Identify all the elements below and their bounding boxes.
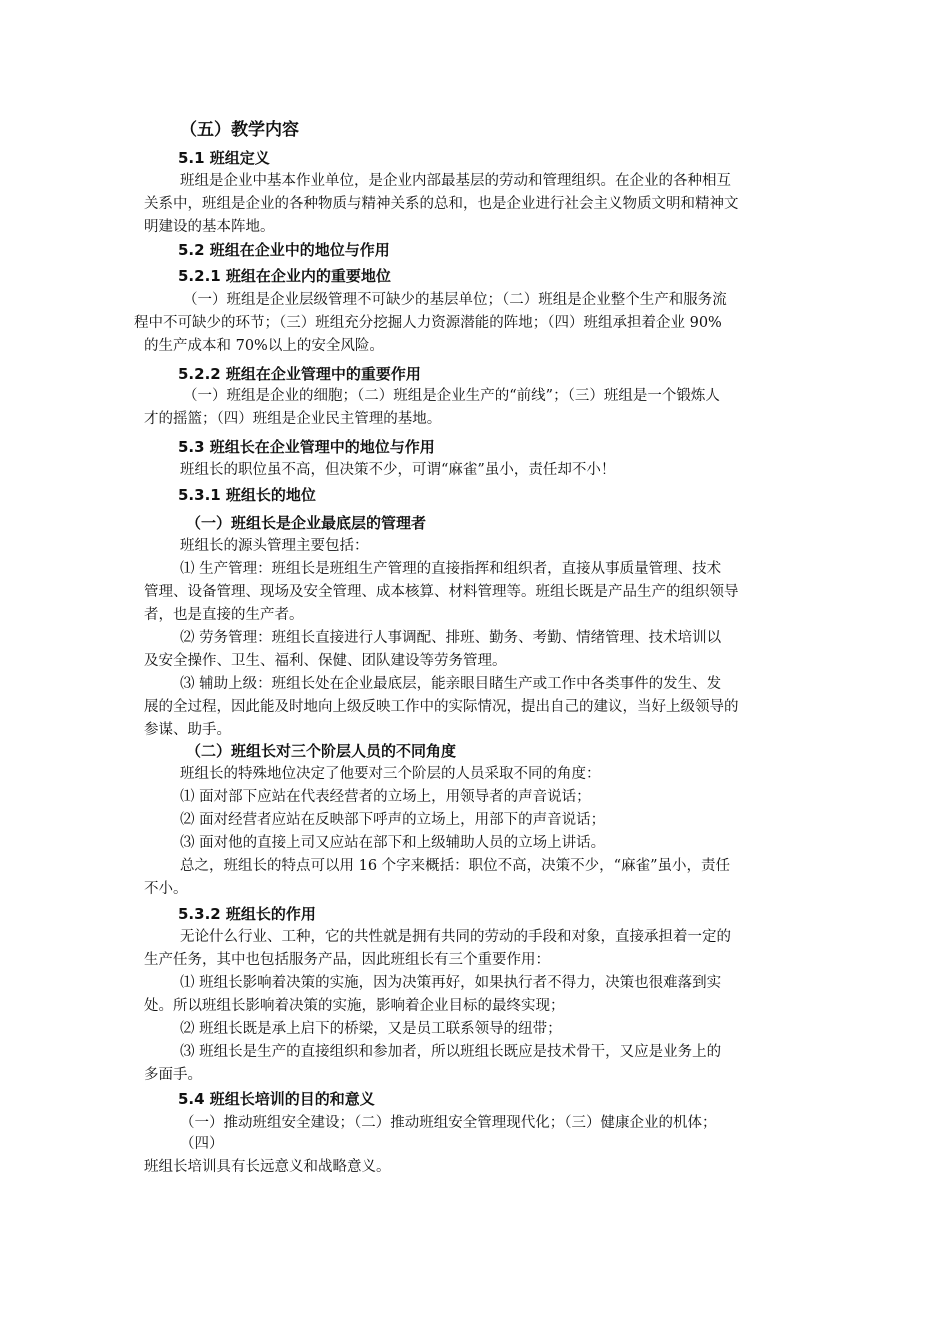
para-line: 展的全过程，因此能及时地向上级反映工作中的实际情况，提出自己的建议，当好上级领导的 <box>144 699 739 715</box>
para-line: 班组长的源头管理主要包括： <box>180 538 369 554</box>
para-line: （四） <box>180 1136 224 1152</box>
para-line: 的生产成本和 70%以上的安全风险。 <box>144 338 384 354</box>
para-line: 不小。 <box>144 881 188 897</box>
para-line: ⑶ 面对他的直接上司又应站在部下和上级辅助人员的立场上讲话。 <box>180 835 606 851</box>
heading-5-2-1: 5.2.1 班组在企业内的重要地位 <box>178 267 391 285</box>
subheading-1: （一）班组长是企业最底层的管理者 <box>186 514 427 532</box>
para-line: ⑵ 班组长既是承上启下的桥梁，又是员工联系领导的纽带； <box>180 1021 562 1037</box>
para-line: 及安全操作、卫生、福利、保健、团队建设等劳务管理。 <box>144 653 507 669</box>
para-line: ⑶ 班组长是生产的直接组织和参加者，所以班组长既应是技术骨干，又应是业务上的 <box>180 1044 722 1060</box>
para-line: ⑴ 班组长影响着决策的实施，因为决策再好，如果执行者不得力，决策也很难落到实 <box>180 975 722 991</box>
para-line: 管理、设备管理、现场及安全管理、成本核算、材料管理等。班组长既是产品生产的组织领导 <box>144 584 739 600</box>
para-line: 生产任务，其中也包括服务产品，因此班组长有三个重要作用： <box>144 952 550 968</box>
para-line: 多面手。 <box>144 1067 202 1083</box>
para-line: 班组长培训具有长远意义和战略意义。 <box>144 1159 391 1175</box>
para-line: ⑵ 面对经营者应站在反映部下呼声的立场上，用部下的声音说话； <box>180 812 606 828</box>
para-line: （一）推动班组安全建设；（二）推动班组安全管理现代化；（三）健康企业的机体； <box>180 1115 717 1131</box>
heading-5-2: 5.2 班组在企业中的地位与作用 <box>178 241 390 259</box>
subheading-2: （二）班组长对三个阶层人员的不同角度 <box>186 742 457 760</box>
heading-5-1: 5.1 班组定义 <box>178 149 270 167</box>
heading-5-3: 5.3 班组长在企业管理中的地位与作用 <box>178 438 435 456</box>
para-line: 班组长的职位虽不高，但决策不少，可谓“麻雀”虽小，责任却不小！ <box>180 462 616 478</box>
para-line: （一）班组是企业层级管理不可缺少的基层单位；（二）班组是企业整个生产和服务流 <box>183 292 727 308</box>
para-line: 者，也是直接的生产者。 <box>144 607 304 623</box>
heading-5-3-2: 5.3.2 班组长的作用 <box>178 905 316 923</box>
para-line: ⑶ 辅助上级：班组长处在企业最底层，能亲眼目睹生产或工作中各类事件的发生、发 <box>180 676 722 692</box>
para-line: 无论什么行业、工种，它的共性就是拥有共同的劳动的手段和对象，直接承担着一定的 <box>180 929 731 945</box>
heading-5-3-1: 5.3.1 班组长的地位 <box>178 486 316 504</box>
para-line: 才的摇篮；（四）班组是企业民主管理的基地。 <box>144 411 442 427</box>
heading-5-2-2: 5.2.2 班组在企业管理中的重要作用 <box>178 365 421 383</box>
doc-title: （五）教学内容 <box>180 120 299 140</box>
para-line: （一）班组是企业的细胞；（二）班组是企业生产的“前线”；（三）班组是一个锻炼人 <box>183 388 720 404</box>
para-line: 班组长的特殊地位决定了他要对三个阶层的人员采取不同的角度： <box>180 766 601 782</box>
para-line: 参谋、助手。 <box>144 722 231 738</box>
para-line: ⑴ 生产管理：班组长是班组生产管理的直接指挥和组织者，直接从事质量管理、技术 <box>180 561 722 577</box>
para-line: 总之，班组长的特点可以用 16 个字来概括：职位不高，决策不少，“麻雀”虽小，责任 <box>180 858 730 874</box>
para-line: 关系中，班组是企业的各种物质与精神关系的总和，也是企业进行社会主义物质文明和精神文 <box>144 196 739 212</box>
para-line: 处。所以班组长影响着决策的实施，影响着企业目标的最终实现； <box>144 998 565 1014</box>
para-line: 班组是企业中基本作业单位，是企业内部最基层的劳动和管理组织。在企业的各种相互 <box>180 173 731 189</box>
heading-5-4: 5.4 班组长培训的目的和意义 <box>178 1090 375 1108</box>
para-line: ⑴ 面对部下应站在代表经营者的立场上，用领导者的声音说话； <box>180 789 591 805</box>
para-line: 明建设的基本阵地。 <box>144 219 275 235</box>
para-line: ⑵ 劳务管理：班组长直接进行人事调配、排班、勤务、考勤、情绪管理、技术培训以 <box>180 630 722 646</box>
para-line: 程中不可缺少的环节；（三）班组充分挖掘人力资源潜能的阵地；（四）班组承担着企业 90% <box>134 315 722 331</box>
